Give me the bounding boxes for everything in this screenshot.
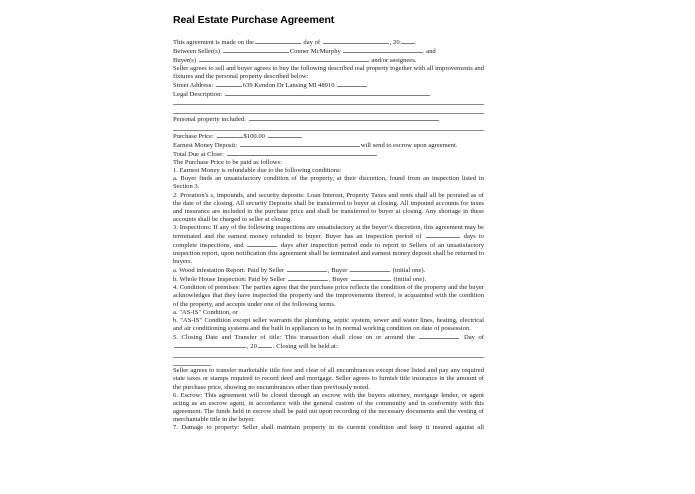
closing-location-rule-2 (173, 359, 484, 367)
clause-7: 7. Damage to property: Seller shall maintain property in its current condition and keep it insured against all (173, 424, 484, 432)
seller-agrees-paragraph: Seller agrees to sell and buyer agrees to buy the following described real property together with all improvements and fixtures and the personal property described below: (173, 64, 484, 80)
made-on-prefix: This agreement is made on the (173, 38, 254, 46)
legal-description-line (173, 90, 484, 99)
total-due-at-close-label: Total Due at Close: (173, 150, 224, 158)
page-title: Real Estate Purchase Agreement (173, 14, 335, 26)
day-blank (255, 38, 301, 44)
clause-3a (173, 266, 484, 275)
seller-blank-right (343, 47, 423, 53)
clause-3a-tail: (initial one). (392, 267, 426, 275)
purchase-price-label: Purchase Price: (173, 132, 214, 140)
title-spacer (173, 27, 484, 38)
buyer-label: Buyer(s) (173, 56, 197, 64)
purchase-price-blank-right (268, 132, 302, 138)
total-due-at-close-line (173, 150, 484, 159)
clause-3b (173, 275, 484, 284)
clause-5-blank-2 (174, 342, 246, 348)
clause-3-blank-1 (426, 232, 460, 238)
clause-5-part-d: . Closing will be held at: (272, 342, 338, 350)
clause-3-blank-2 (247, 241, 277, 247)
seller-transfer-paragraph: Seller agrees to transfer marketable title free and clear of all encumbrances except those listed and pay any required state taxes or stamps required to record deed and mortgage. Seller agrees to furnish title insurance in the amount of the purchase price, showing no encumbrances other than previously noted. (173, 367, 484, 391)
purchase-price-line (173, 132, 484, 141)
clause-5-part-b: Day of (463, 333, 484, 341)
agreement-date-line (173, 38, 484, 47)
closing-location-rule-1 (173, 351, 484, 359)
month-blank (323, 38, 389, 44)
made-on-mid: day of (303, 38, 321, 46)
street-address-value: 639 Kendon Dr Lansing MI 48910 (242, 81, 335, 89)
clause-3b-buyer-blank (351, 275, 391, 281)
personal-property-line (173, 115, 484, 124)
clause-5-part-c: , 20 (247, 342, 257, 350)
earnest-money-deposit-label: Earnest Money Deposit: (173, 141, 238, 149)
clause-5 (173, 333, 484, 342)
clause-3b-buyer-label: , Buyer (328, 276, 349, 284)
clause-3-part-b: days to complete inspections, and (173, 233, 484, 249)
clause-3a-buyer-label: , Buyer (327, 267, 348, 275)
purchase-price-paid-line: The Purchase Price to be paid as follows: (173, 158, 282, 166)
clause-2: 2. Proration's s, impounds, and security deposits: Loan Interest, Property Taxes and rents shall all be prorated as of the date of the closing. All security Deposits shall be transferred to buyer at closing. All impound accounts for taxes and insurance are included in the purchase price and shall be transferred to buyer at closing. Any shortage in these accounts shall be charged to seller at closing. (173, 191, 484, 223)
seller-blank-left (223, 47, 289, 53)
seller-name: Conner McMurphy (289, 47, 341, 55)
made-on-year: , 20 (389, 38, 400, 46)
clause-3a-buyer-blank (350, 266, 390, 272)
clause-3b-seller-blank (288, 275, 328, 281)
earnest-money-deposit-blank (240, 141, 360, 147)
clause-4a: a. "AS-IS" Condition, or (173, 308, 238, 316)
clause-1: 1. Earnest Money is refundable due to the following conditions: (173, 167, 342, 175)
clause-5-part-a: 5. Closing Date and Transfer of title: This transaction shall close on or around the (173, 333, 415, 341)
personal-property-blank (249, 115, 439, 121)
street-address-line (173, 81, 484, 90)
clause-5-blank-1 (419, 333, 459, 339)
clause-3b-tail: (initial one). (393, 276, 427, 284)
earnest-money-deposit-line (173, 141, 484, 150)
seller-line (173, 47, 484, 56)
earnest-money-deposit-tail: will send to escrow upon agreement. (360, 141, 458, 149)
clause-1a: a. Buyer finds an unsatisfactory condition of the property, at their discretion, found from an inspection listed in Section 3. (173, 175, 484, 191)
legal-description-rule-1 (173, 99, 484, 107)
clause-6: 6. Escrow: This agreement will be closed through an escrow with the buyers attorney, mortgage lender, or agent acting as an escrow agent, in accordance with the general custom of the community and in conformity with this agreement. The funds held in escrow shall be paid out upon recording of the necessary documents and the vesting of merchantable title in the buyer. (173, 391, 484, 424)
document-body (173, 0, 484, 433)
between-seller-label: Between Seller(s) (173, 47, 221, 55)
clause-5-blank-3 (258, 342, 272, 348)
year-blank (401, 38, 415, 44)
clause-3 (173, 224, 484, 266)
clause-3b-label: b. Whole House Inspection: Paid by Seller (173, 276, 286, 284)
personal-property-label: Personal property included: (173, 115, 246, 123)
clause-3-part-c: days after inspection period ends to report to Sellers of an unsatisfactory inspection report, upon notification this agreement shall be terminated and earnest money deposit shall be returned to buyers. (173, 241, 485, 266)
clause-3a-label: a. Wood infestation Report: Paid by Seller (173, 267, 285, 275)
between-seller-tail: and (426, 47, 436, 55)
street-address-blank-right (337, 81, 367, 87)
clause-3a-seller-blank (287, 266, 327, 272)
clause-4: 4. Condition of premises: The parties agree that the purchase price reflects the condition of the property and the buyer acknowledges that they have inspected the property and the improvements thereof, is acquainted with the condition of the property, and accepts under one of the following terms. (173, 284, 484, 308)
buyer-line (173, 56, 484, 65)
street-address-label: Street Address: (173, 81, 214, 89)
purchase-price-value: $100.00 (243, 132, 265, 140)
total-due-at-close-blank (227, 150, 377, 156)
buyer-blank (199, 56, 369, 62)
clause-3-part-a: 3. Inspections: If any of the following inspections are unsatisfactory at the buyer\'s discretion, this agreement may be terminated and the earnest money refunded to buyer. Buyer has an inspection period of (173, 224, 484, 241)
legal-description-label: Legal Description: (173, 90, 223, 98)
clause-4b: b. "AS-IS" Condition except seller warrants the plumbing, septic system, sewer and water lines, heating, electrical and air conditioning systems and the built in appliances to be in normal working condition on date of possession. (173, 316, 484, 333)
personal-property-rule (173, 124, 484, 132)
legal-description-rule-2 (173, 107, 484, 115)
legal-description-blank (225, 90, 430, 96)
street-address-blank-left (216, 81, 242, 87)
purchase-price-blank-left (217, 132, 243, 138)
buyer-tail: and/or assignees. (371, 56, 417, 64)
clause-5-cont (173, 342, 484, 351)
